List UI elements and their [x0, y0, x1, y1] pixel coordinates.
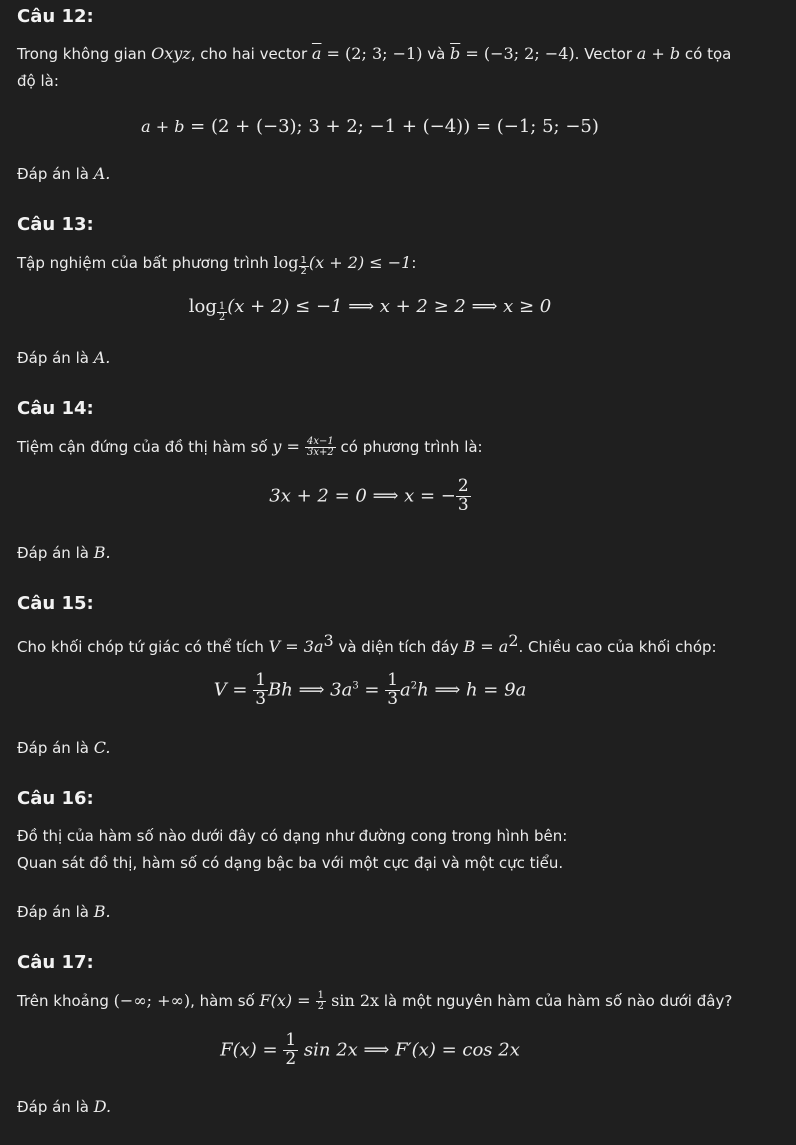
question-14-answer: Đáp án là B. — [17, 543, 111, 562]
question-17-answer: Đáp án là D. — [17, 1097, 112, 1116]
question-14-equation: 3x + 2 = 0 ⟹ x = − $\frac{2}{3}$ — [269, 476, 469, 515]
question-14-text: Tiệm cận đứng của đồ thị hàm số y = $\frac{4x-1}{3x+2}$ có phương trình là: — [17, 435, 483, 458]
question-16-text-1: Đồ thị của hàm số nào dưới đây có dạng như đường cong trong hình bên: — [17, 827, 568, 845]
question-12-text: Trong không gian Oxyz, cho hai vector $\overline{a} = (2$; 3; −1) và $\overline{b} = (-3$; 2; −4). Vector a + b có tọa — [17, 44, 732, 63]
question-13-answer: Đáp án là A. — [17, 348, 111, 367]
question-13-equation: log $\frac{1}{2}$ (x + 2) ≤ −1 ⟹ x + 2 ≥ 2 ⟹ x ≥ 0 — [188, 296, 552, 323]
question-12-equation: a + b = (2 + (−3); 3 + 2; −1 + (−4)) = (−1; 5; −5) — [141, 116, 599, 137]
question-13-title: Câu 13: — [17, 214, 94, 235]
question-12-title: Câu 12: — [17, 6, 94, 27]
question-12-text-cont: độ là: — [17, 72, 59, 90]
question-15-equation: V = $\frac{1}{3}$ Bh ⟹ $3a^3$ = $\frac{1}{3}$ $a^2h$ ⟹ h = 9a — [213, 670, 527, 709]
question-17-equation: F(x) = $\frac{1}{2}$ sin 2x ⟹ F′(x) = cos 2x — [220, 1030, 520, 1069]
question-16-text-2: Quan sát đồ thị, hàm số có dạng bậc ba với một cực đại và một cực tiểu. — [17, 854, 564, 872]
question-16-answer: Đáp án là B. — [17, 902, 111, 921]
question-16-title: Câu 16: — [17, 788, 94, 809]
question-15-text: Cho khối chóp tứ giác có thể tích $V = 3a^3$ và diện tích đáy $B = a^2$. Chiều cao của khối chóp: — [17, 631, 717, 656]
question-15-answer: Đáp án là C. — [17, 738, 111, 757]
question-17-title: Câu 17: — [17, 952, 94, 973]
question-15-title: Câu 15: — [17, 593, 94, 614]
question-14-title: Câu 14: — [17, 398, 94, 419]
question-12-answer: Đáp án là A. — [17, 164, 111, 183]
question-17-text: Trên khoảng (−∞; +∞), hàm số F(x) = $\frac{1}{2}$ sin 2x là một nguyên hàm của hàm số nào dưới đây? — [17, 989, 733, 1012]
question-13-text: Tập nghiệm của bất phương trình log $\frac{1}{2}$ (x + 2) ≤ −1: — [17, 253, 417, 277]
